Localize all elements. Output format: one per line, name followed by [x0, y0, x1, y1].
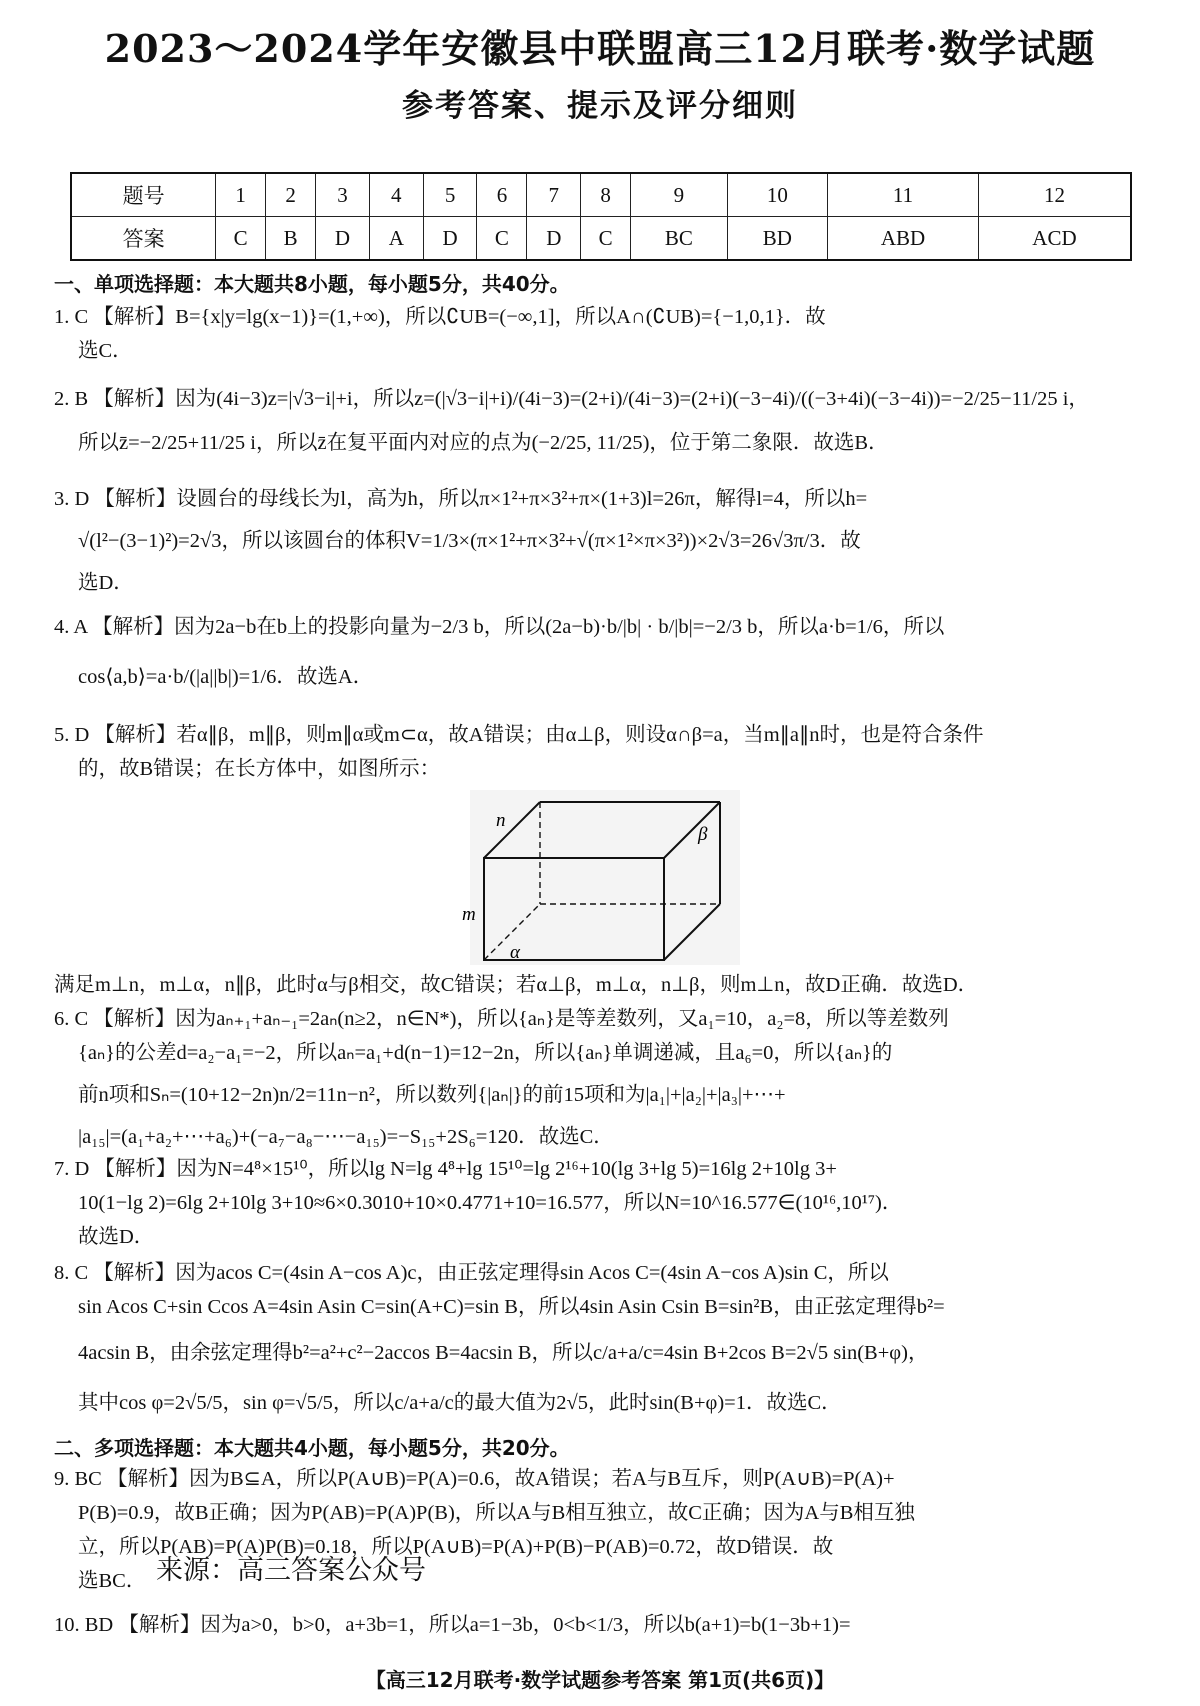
solution-q2	[54, 382, 1154, 460]
table-cell: 4	[369, 173, 423, 217]
solution-q6	[54, 1002, 1154, 1154]
text-line: sin Acos C+sin Ccos A=4sin Asin C=sin(A+C)=sin B，所以4sin Asin Csin B=sin²B，由正弦定理得b²=	[78, 1296, 945, 1318]
table-cell: A	[369, 217, 423, 261]
text-line: 选BC．	[78, 1570, 147, 1592]
table-cell: 1	[216, 173, 266, 217]
solution-q7	[54, 1152, 1154, 1254]
table-cell: D	[527, 217, 581, 261]
text-line: 选D．	[78, 572, 134, 594]
table-cell: 2	[266, 173, 316, 217]
text-line: 10. BD 【解析】因为a>0，b>0，a+3b=1，所以a=1−3b，0<b<1/3，所以b(a+1)=b(1−3b+1)=	[54, 1614, 851, 1636]
solution-q1	[54, 300, 1154, 368]
solution-q4	[54, 610, 1154, 694]
text-line: P(B)=0.9，故B正确；因为P(AB)=P(A)P(B)，所以A与B相互独立，故C正确；因为A与B相互独	[78, 1502, 915, 1524]
table-cell: C	[581, 217, 631, 261]
label-n: n	[496, 810, 506, 831]
label-m: m	[462, 904, 476, 925]
label-alpha: α	[510, 942, 520, 963]
text-line: cos⟨a,b⟩=a·b/(|a||b|)=1/6．故选A．	[78, 666, 374, 688]
text-line: 4acsin B，由余弦定理得b²=a²+c²−2accos B=4acsin B，所以c/a+a/c=4sin B+2cos B=2√5 sin(B+φ)，	[78, 1342, 929, 1364]
text-line: 7. D 【解析】因为N=4⁸×15¹⁰，所以lg N=lg 4⁸+lg 15¹⁰=lg 2¹⁶+10(lg 3+lg 5)=16lg 2+10lg 3+	[54, 1158, 837, 1180]
table-row-answers	[71, 217, 1131, 261]
document-subtitle: 参考答案、提示及评分细则	[402, 88, 798, 124]
table-cell: BC	[631, 217, 728, 261]
table-cell: 11	[828, 173, 979, 217]
solution-q10	[54, 1608, 1154, 1642]
solution-q3	[54, 482, 1154, 600]
text-line: 10(1−lg 2)=6lg 2+10lg 3+10≈6×0.3010+10×0.4771+10=16.577，所以N=10^16.577∈(10¹⁶,10¹⁷)．	[78, 1192, 903, 1214]
text-line: 立，所以P(AB)=P(A)P(B)=0.18，所以P(A∪B)=P(A)+P(B)−P(AB)=0.72，故D错误．故	[78, 1536, 834, 1558]
text-line: √(l²−(3−1)²)=2√3，所以该圆台的体积V=1/3×(π×1²+π×3²+√(π×1²×π×3²))×2√3=26√3π/3．故	[78, 530, 861, 552]
table-cell: C	[216, 217, 266, 261]
document-title: 2023～2024学年安徽县中联盟高三12月联考·数学试题	[104, 26, 1096, 71]
text-line: {aₙ}的公差d=a₂−a₁=−2，所以aₙ=a₁+d(n−1)=12−2n，所以{aₙ}单调递减，且a₆=0，所以{aₙ}的	[78, 1042, 893, 1064]
table-cell: 7	[527, 173, 581, 217]
table-cell: C	[477, 217, 527, 261]
cuboid-figure	[462, 790, 740, 965]
source-watermark: 来源：高三答案公众号	[156, 1555, 426, 1586]
text-line: |a₁₅|=(a₁+a₂+⋯+a₆)+(−a₇−a₈−⋯−a₁₅)=−S₁₅+2S₆=120．故选C．	[78, 1126, 614, 1148]
table-cell: 12	[978, 173, 1131, 217]
row-label-number: 题号	[71, 173, 216, 217]
table-cell: D	[423, 217, 477, 261]
text-line: 9. BC 【解析】因为B⊆A，所以P(A∪B)=P(A)=0.6，故A错误；若A与B互斥，则P(A∪B)=P(A)+	[54, 1468, 895, 1490]
table-cell: B	[266, 217, 316, 261]
text-line: 其中cos φ=2√5/5，sin φ=√5/5，所以c/a+a/c的最大值为2√5，此时sin(B+φ)=1．故选C．	[78, 1392, 842, 1414]
section-heading-single-choice: 一、单项选择题：本大题共8小题，每小题5分，共40分。	[54, 272, 570, 296]
solution-q5	[54, 718, 1154, 786]
text-line: 的，故B错误；在长方体中，如图所示：	[78, 758, 441, 780]
table-row-numbers	[71, 173, 1131, 217]
text-line: 6. C 【解析】因为aₙ₊₁+aₙ₋₁=2aₙ(n≥2，n∈N*)，所以{aₙ}是等差数列，又a₁=10，a₂=8，所以等差数列	[54, 1008, 949, 1030]
table-cell: 6	[477, 173, 527, 217]
text-line: 故选D．	[78, 1226, 155, 1248]
solution-q5-conclusion	[54, 968, 1154, 1002]
table-cell: BD	[727, 217, 827, 261]
table-cell: 9	[631, 173, 728, 217]
text-line: 1. C 【解析】B={x|y=lg(x−1)}=(1,+∞)，所以∁UB=(−∞,1]，所以A∩(∁UB)={−1,0,1}．故	[54, 306, 826, 328]
table-cell: D	[316, 217, 370, 261]
table-cell: 3	[316, 173, 370, 217]
text-line: 2. B 【解析】因为(4i−3)z=|√3−i|+i，所以z=(|√3−i|+i)/(4i−3)=(2+i)/(4i−3)=(2+i)(−3−4i)/((−3+4i)(−3−4i))=−2/25−11/25 i，	[54, 388, 1089, 410]
text-line: 4. A 【解析】因为2a−b在b上的投影向量为−2/3 b，所以(2a−b)·b/|b| · b/|b|=−2/3 b，所以a·b=1/6，所以	[54, 616, 945, 638]
section-heading-multiple-choice: 二、多项选择题：本大题共4小题，每小题5分，共20分。	[54, 1436, 570, 1460]
table-cell: ABD	[828, 217, 979, 261]
table-cell: 5	[423, 173, 477, 217]
page-footer: 【高三12月联考·数学试题参考答案 第1页(共6页)】	[365, 1668, 835, 1692]
solution-q8	[54, 1256, 1154, 1420]
table-cell: 8	[581, 173, 631, 217]
label-beta: β	[698, 824, 708, 845]
cuboid-diagram	[462, 790, 740, 965]
text-line: 5. D 【解析】若α∥β，m∥β，则m∥α或m⊂α，故A错误；由α⊥β，则设α∩β=a，当m∥a∥n时，也是符合条件	[54, 724, 984, 746]
text-line: 满足m⊥n，m⊥α，n∥β，此时α与β相交，故C错误；若α⊥β，m⊥α，n⊥β，则m⊥n，故D正确．故选D．	[54, 974, 979, 996]
table-cell: 10	[727, 173, 827, 217]
text-line: 所以z̄=−2/25+11/25 i，所以z̄在复平面内对应的点为(−2/25, 11/25)，位于第二象限．故选B．	[78, 432, 889, 454]
row-label-answer: 答案	[71, 217, 216, 261]
text-line: 8. C 【解析】因为acos C=(4sin A−cos A)c，由正弦定理得sin Acos C=(4sin A−cos A)sin C，所以	[54, 1262, 889, 1284]
text-line: 选C．	[78, 340, 133, 362]
answer-table	[70, 172, 1132, 261]
text-line: 3. D 【解析】设圆台的母线长为l，高为h，所以π×1²+π×3²+π×(1+3)l=26π，解得l=4，所以h=	[54, 488, 868, 510]
text-line: 前n项和Sₙ=(10+12−2n)n/2=11n−n²，所以数列{|aₙ|}的前15项和为|a₁|+|a₂|+|a₃|+⋯+	[78, 1084, 786, 1106]
table-cell: ACD	[978, 217, 1131, 261]
